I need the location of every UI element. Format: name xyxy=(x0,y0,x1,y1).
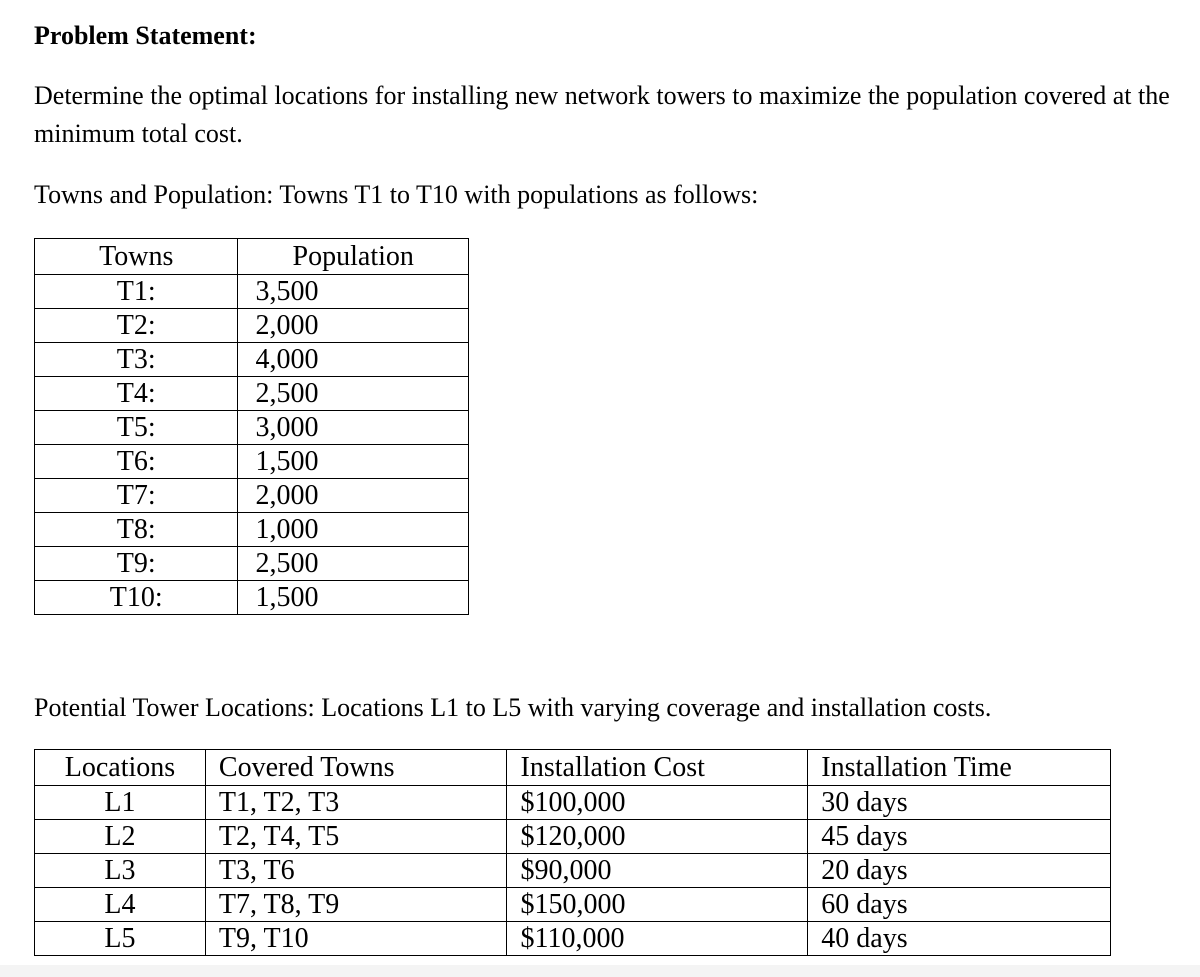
installation-time-cell: 20 days xyxy=(808,854,1111,888)
population-cell: 1,500 xyxy=(238,445,469,479)
table-row xyxy=(35,411,469,445)
locations-intro-text: Potential Tower Locations: Locations L1 to L5 with varying coverage and installation costs. xyxy=(34,693,992,722)
installation-cost-cell: $120,000 xyxy=(506,820,808,854)
location-cell: L2 xyxy=(35,820,206,854)
installation-cost-cell: $150,000 xyxy=(506,888,808,922)
covered-towns-cell: T1, T2, T3 xyxy=(205,786,506,820)
table-row xyxy=(35,479,469,513)
population-cell: 2,000 xyxy=(238,479,469,513)
column-header-population: Population xyxy=(238,239,469,275)
covered-towns-cell: T9, T10 xyxy=(205,922,506,956)
table-header-row xyxy=(35,750,1111,786)
population-cell: 2,000 xyxy=(238,309,469,343)
table-row xyxy=(35,343,469,377)
table-row xyxy=(35,547,469,581)
towns-intro-text: Towns and Population: Towns T1 to T10 with populations as follows: xyxy=(34,180,759,209)
town-cell: T9: xyxy=(35,547,238,581)
table-row xyxy=(35,275,469,309)
table-row xyxy=(35,820,1111,854)
town-cell: T1: xyxy=(35,275,238,309)
covered-towns-cell: T2, T4, T5 xyxy=(205,820,506,854)
installation-time-cell: 30 days xyxy=(808,786,1111,820)
table-row xyxy=(35,377,469,411)
table-header-row xyxy=(35,239,469,275)
population-cell: 1,000 xyxy=(238,513,469,547)
population-cell: 2,500 xyxy=(238,547,469,581)
column-header-towns: Towns xyxy=(35,239,238,275)
table-row xyxy=(35,888,1111,922)
installation-time-cell: 60 days xyxy=(808,888,1111,922)
town-cell: T3: xyxy=(35,343,238,377)
location-cell: L3 xyxy=(35,854,206,888)
town-cell: T10: xyxy=(35,581,238,615)
town-cell: T7: xyxy=(35,479,238,513)
population-cell: 3,500 xyxy=(238,275,469,309)
towns-population-table xyxy=(34,238,469,615)
column-header-installation-time: Installation Time xyxy=(808,750,1111,786)
location-cell: L4 xyxy=(35,888,206,922)
town-cell: T5: xyxy=(35,411,238,445)
installation-cost-cell: $100,000 xyxy=(506,786,808,820)
population-cell: 1,500 xyxy=(238,581,469,615)
column-header-covered-towns: Covered Towns xyxy=(205,750,506,786)
table-row xyxy=(35,786,1111,820)
table-row xyxy=(35,854,1111,888)
installation-time-cell: 45 days xyxy=(808,820,1111,854)
covered-towns-cell: T3, T6 xyxy=(205,854,506,888)
table-row xyxy=(35,581,469,615)
column-header-installation-cost: Installation Cost xyxy=(506,750,808,786)
column-header-locations: Locations xyxy=(35,750,206,786)
table-row xyxy=(35,922,1111,956)
problem-description: Determine the optimal locations for installing new network towers to maximize the population covered at the minimum total cost. xyxy=(34,81,1170,148)
population-cell: 3,000 xyxy=(238,411,469,445)
tower-locations-table xyxy=(34,749,1111,956)
population-cell: 2,500 xyxy=(238,377,469,411)
table-row xyxy=(35,309,469,343)
table-row xyxy=(35,513,469,547)
location-cell: L5 xyxy=(35,922,206,956)
town-cell: T2: xyxy=(35,309,238,343)
installation-cost-cell: $110,000 xyxy=(506,922,808,956)
population-cell: 4,000 xyxy=(238,343,469,377)
location-cell: L1 xyxy=(35,786,206,820)
page-bottom-edge xyxy=(0,965,1200,977)
table-row xyxy=(35,445,469,479)
town-cell: T4: xyxy=(35,377,238,411)
installation-time-cell: 40 days xyxy=(808,922,1111,956)
town-cell: T8: xyxy=(35,513,238,547)
problem-heading: Problem Statement: xyxy=(34,21,257,50)
covered-towns-cell: T7, T8, T9 xyxy=(205,888,506,922)
town-cell: T6: xyxy=(35,445,238,479)
installation-cost-cell: $90,000 xyxy=(506,854,808,888)
